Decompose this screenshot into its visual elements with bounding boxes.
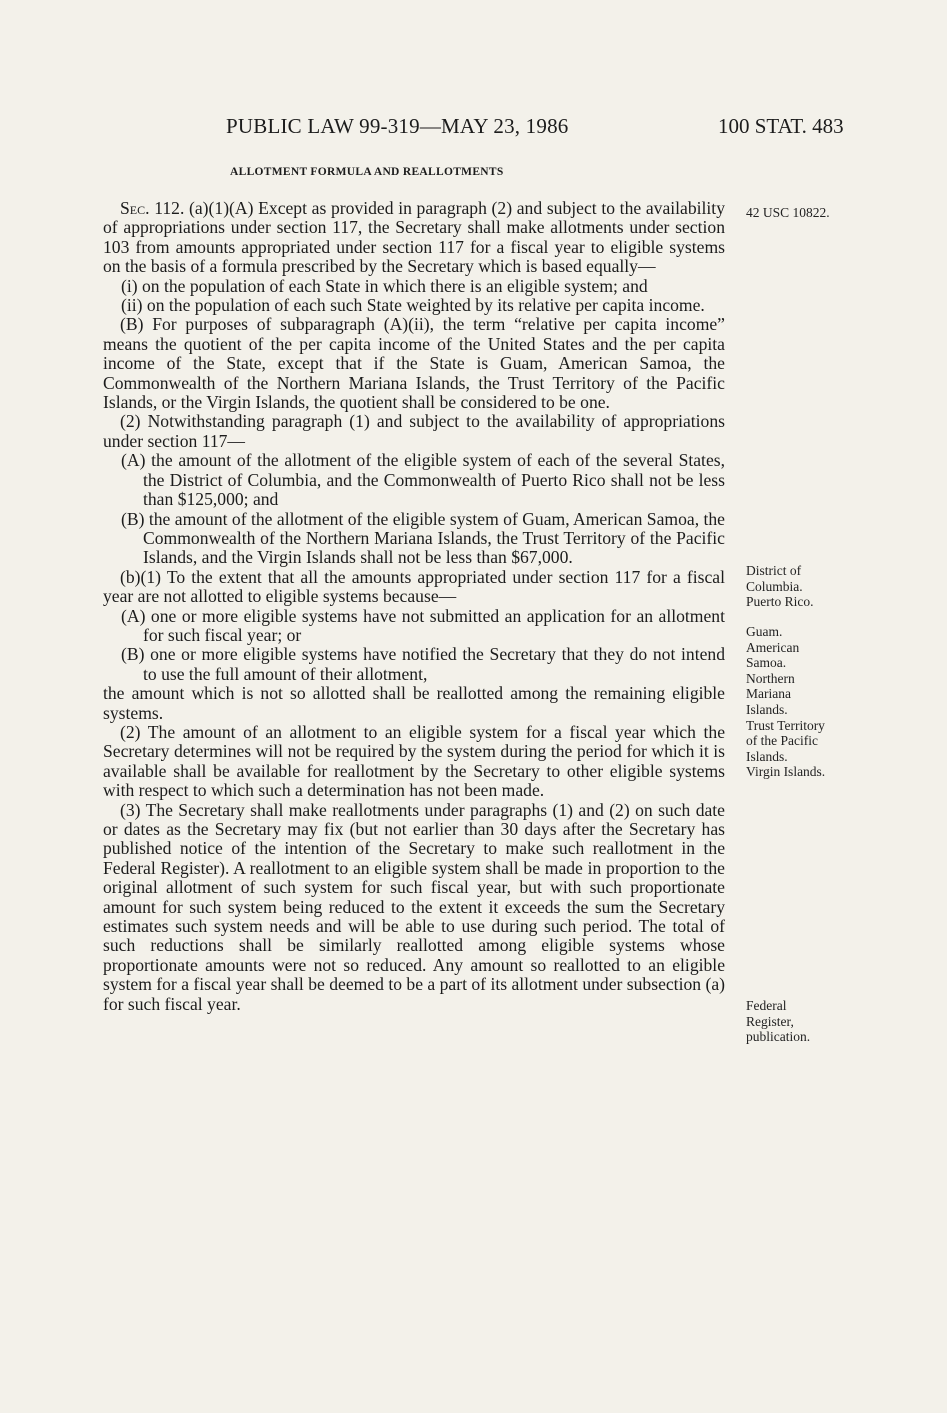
margin-note-line: Islands. — [746, 701, 788, 717]
margin-note-line: American — [746, 639, 800, 655]
clause-ii: (ii) on the population of each such State weighted by its relative per capita income. — [121, 295, 705, 316]
margin-note-line: publication. — [746, 1029, 811, 1045]
margin-note-line: Virgin Islands. — [746, 764, 826, 780]
paragraph-a1A — [103, 199, 725, 277]
margin-note-line: Islands. — [746, 748, 788, 764]
margin-note-line: Northern — [746, 670, 795, 686]
margin-note-line: Mariana — [746, 686, 791, 702]
paragraph-b3: (3) The Secretary shall make reallotments under paragraphs (1) and (2) on such date or dates as the Secretary may fix (but not earlier than 30 days after the Secretary has published notice of the intention of the Secretary to make such reallotment in the Federal Register). A reallotment to an eligible system shall be made in proportion to the original allotment of such system for such fiscal year, but with such proportionate amount for such system being reduced to the extent it exceeds the sum the Secretary estimates such system needs and will be able to use during such period. The total of such reductions shall be similarly reallotted among eligible systems whose proportionate amounts were not so reduced. Any amount so reallotted to an eligible system for a fiscal year shall be deemed to be a part of its allotment under subsection (a) for such fiscal year. — [103, 799, 725, 1014]
paragraph-2-B: (B) the amount of the allotment of the eligible system of Guam, American Samoa, the Commonwealth of the Northern Mariana Islands, the Trust Territory of the Pacific Islands, and the Virgin Islands shall not be less than $67,000. — [121, 508, 725, 568]
sec-label: Sec. — [120, 198, 150, 218]
margin-note-territories — [746, 624, 825, 780]
section-heading: ALLOTMENT FORMULA AND REALLOTMENTS — [230, 166, 504, 178]
margin-note-line: Samoa. — [746, 655, 787, 671]
paragraph-2-A: (A) the amount of the allotment of the eligible system of each of the several States, the District of Columbia, and the Commonwealth of Puerto Rico shall not be less than $125,000; and — [121, 450, 725, 510]
clause-i: (i) on the population of each State in which there is an eligible system; and — [121, 275, 648, 296]
margin-note-line: of the Pacific — [746, 733, 818, 749]
paragraph-b1: (b)(1) To the extent that all the amounts appropriated under section 117 for a fiscal year are not allotted to eligible systems because— — [103, 566, 725, 607]
subparagraph-B: (B) For purposes of subparagraph (A)(ii), the term “relative per capita income” means the quotient of the per capita income of the United States and the per capita income of the State, except that if the State is Guam, American Samoa, the Commonwealth of the Northern Mariana Islands, the Trust Territory of the Pacific Islands, or the Virgin Islands, the quotient shall be considered to be one. — [103, 314, 725, 413]
paragraph-b1-B: (B) one or more eligible systems have notified the Secretary that they do not intend to use the full amount of their allotment, — [121, 644, 725, 684]
margin-note-line: Trust Territory — [746, 717, 825, 733]
statute-body — [103, 199, 725, 1014]
running-head-title: PUBLIC LAW 99-319—MAY 23, 1986 — [226, 114, 569, 138]
margin-note-line: Columbia. — [746, 578, 803, 594]
statute-page-number: 100 STAT. 483 — [718, 114, 844, 138]
margin-note-federal-register — [746, 998, 810, 1045]
paragraph-a1A-text: 112. (a)(1)(A) Except as provided in paragraph (2) and subject to the availability of appropriations under section 117, the Secretary shall make allotments under section 103 from amounts appropriated under section 117 for a fiscal year to eligible systems on the basis of a formula prescribed by the Secretary which is based equally— — [103, 198, 725, 277]
margin-note-dc — [746, 563, 814, 610]
margin-note-line: Guam. — [746, 624, 783, 639]
paragraph-b1-A: (A) one or more eligible systems have not submitted an application for an allotment for such fiscal year; or — [121, 605, 725, 645]
paragraph-2: (2) Notwithstanding paragraph (1) and subject to the availability of appropriations under section 117— — [103, 411, 725, 451]
margin-note-line: Puerto Rico. — [746, 594, 814, 610]
margin-note-line: District of — [746, 563, 802, 578]
paragraph-b2: (2) The amount of an allotment to an eligible system for a fiscal year which the Secretary determines will not be required by the system during the period for which it is available shall be available for reallotment by the Secretary to other eligible systems with respect to which such a determination has not been made. — [103, 721, 725, 801]
margin-note-line: Federal — [746, 998, 787, 1013]
margin-note-line: Register, — [746, 1013, 794, 1029]
running-head — [0, 114, 947, 144]
paragraph-b1-tail: the amount which is not so allotted shall be reallotted among the remaining eligible systems. — [103, 683, 725, 723]
margin-note-usc: 42 USC 10822. — [746, 205, 830, 220]
